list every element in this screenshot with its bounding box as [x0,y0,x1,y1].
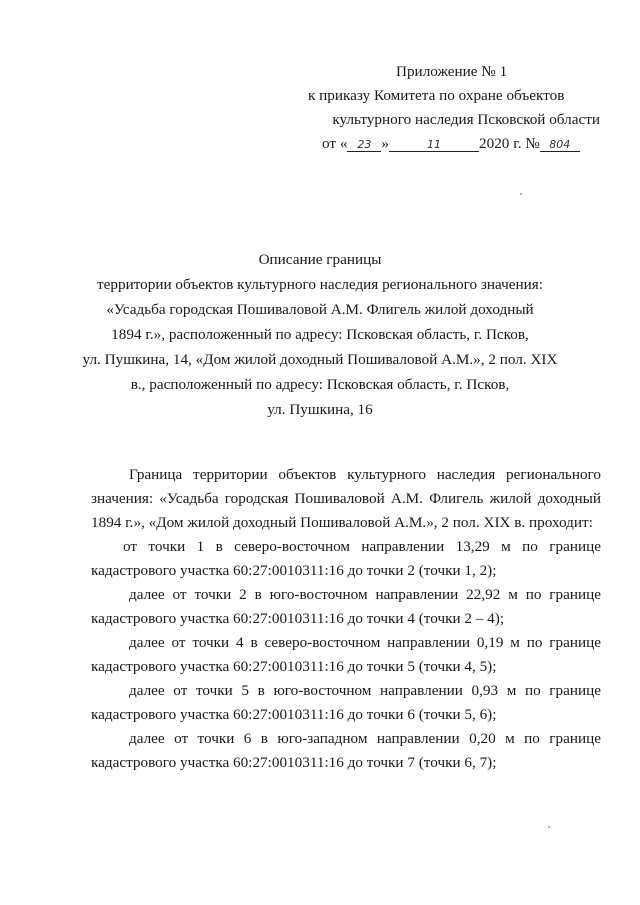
scan-speck [548,826,550,828]
boundary-paragraph: далее от точки 2 в юго-восточном направлении 22,92 м по границе кадастрового участка 60:27:0010311:16 до точки 4 (точки 2 – 4); [91,586,601,627]
appendix-number: Приложение № 1 [396,63,508,80]
title-line: ул. Пушкина, 16 [267,401,373,418]
handwritten-order-number: 804 [549,138,571,151]
title-line: «Усадьба городская Пошиваловой А.М. Флигель жилой доходный [106,301,534,318]
handwritten-month: 11 [427,138,442,151]
title-line: ул. Пушкина, 14, «Дом жилой доходный Пошиваловой А.М.», 2 пол. XIX [82,351,558,368]
boundary-paragraph: далее от точки 6 в юго-западном направлении 0,20 м по границе кадастрового участка 60:27:0010311:16 до точки 7 (точки 6, 7); [91,730,601,771]
order-date-number: от « 23 » 11 2020 г. № 804 [300,132,600,156]
handwritten-day: 23 [357,138,372,151]
document-body [91,463,601,775]
title-line: в., расположенный по адресу: Псковская область, г. Псков, [130,376,510,393]
title-line: Описание границы [258,251,382,268]
committee-name: культурного наследия Псковской области [332,111,600,128]
document-title [40,247,600,422]
scan-speck [520,193,522,195]
title-line: 1894 г.», расположенный по адресу: Псковская область, г. Псков, [111,326,529,343]
order-reference: к приказу Комитета по охране объектов [308,87,565,104]
appendix-header [300,60,600,156]
boundary-paragraph: от точки 1 в северо-восточном направлении 13,29 м по границе кадастрового участка 60:27:0010311:16 до точки 2 (точки 1, 2); [91,538,601,579]
boundary-paragraph: далее от точки 5 в юго-восточном направлении 0,93 м по границе кадастрового участка 60:27:0010311:16 до точки 6 (точки 5, 6); [91,682,601,723]
intro-paragraph: Граница территории объектов культурного наследия регионального значения: «Усадьба городская Пошиваловой А.М. Флигель жилой доходный 1894 г.», «Дом жилой доходный Пошиваловой А.М.», 2 пол. XIX в. проходит: [91,466,601,531]
boundary-paragraph: далее от точки 4 в северо-восточном направлении 0,19 м по границе кадастрового участка 60:27:0010311:16 до точки 5 (точки 4, 5); [91,634,601,675]
title-line: территории объектов культурного наследия регионального значения: [97,276,543,293]
